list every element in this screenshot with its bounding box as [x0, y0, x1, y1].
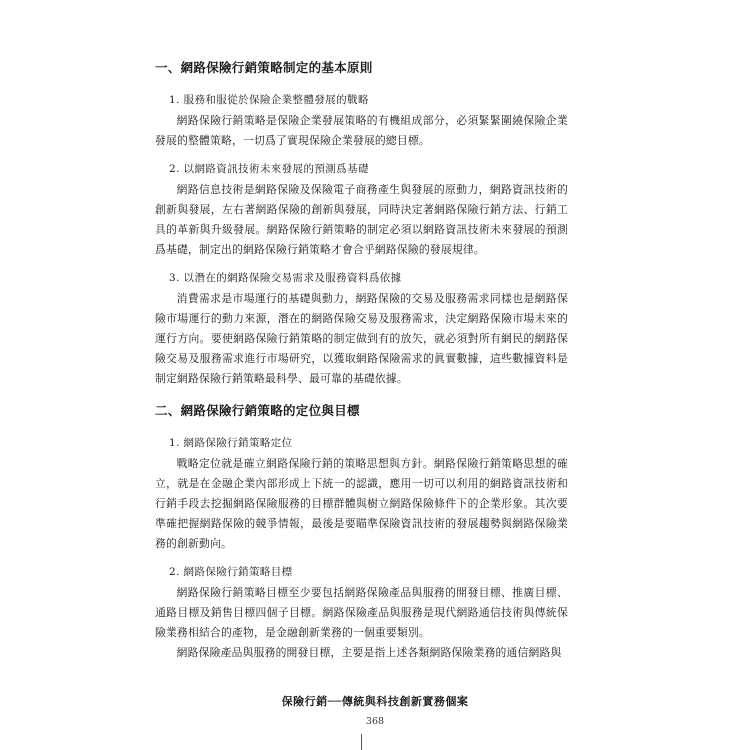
paragraph-1-1: 網路保險行銷策略是保險企業發展策略的有機組成部分，必須緊緊圍繞保險企業發展的整體策略，一切爲了實現保險企業發展的總目標。 [155, 114, 568, 147]
paragraph-2-2a: 網路保險行銷策略目標至少要包括網路保險產品與服務的開發目標、推廣目標、通路目標及銷售目標四個子目標。網路保險產品與服務是現代網路通信技術與傳統保險業務相結合的產物，是金融創新業務的一個重要類別。 [155, 586, 568, 639]
page-number: 368 [365, 716, 385, 727]
paragraph-2-1: 戰略定位就是確立網路保險行銷的策略思想與方針。網路保險行銷策略思想的確立，就是在金融企業內部形成上下統一的認識，應用一切可以利用的網路資訊技術和行銷手段去挖掘網路保險服務的目標群體與樹立網路保險條件下的企業形象。其次要準確把握網路保險的競爭情報，最後是要瞄準保險資訊技術的發展趨勢與網路保險業務的創新動向。 [155, 457, 568, 550]
paragraph-1-3: 消費需求是市場運行的基礎與動力，網路保險的交易及服務需求同樣也是網路保險市場運行的動力來源，潛在的網路保險交易及服務需求，決定網路保險市場未來的運行方向。要使網路保險行銷策略的制定做到有的放矢，就必須對所有網民的網路保險交易及服務需求進行市場研究，以獲取網路保險需求的眞實數據，這些數據資料是制定網路保險行銷策略最科學、最可靠的基礎依據。 [155, 292, 568, 385]
subheading-1-3: 3. 以潛在的網路保險交易需求及服務資料爲依據 [169, 272, 402, 284]
section-title-1: 一、網路保險行銷策略制定的基本原則 [155, 60, 373, 75]
subheading-2-2: 2. 網路保險行銷策略目標 [169, 566, 293, 578]
subheading-1-1: 1. 服務和服從於保險企業整體發展的戰略 [169, 94, 369, 106]
running-footer-title: 保險行銷──傳統與科技創新實務個案 [281, 695, 469, 708]
gutter-divider [361, 734, 362, 750]
subheading-1-2: 2. 以網路資訊技術未來發展的預測爲基礎 [169, 163, 369, 175]
subheading-2-1: 1. 網路保險行銷策略定位 [169, 437, 293, 449]
section-title-2: 二、網路保險行銷策略的定位與目標 [155, 403, 360, 418]
paragraph-2-2b: 網路保險產品與服務的開發目標，主要是指上述各類網路保險業務的通信網路與 [176, 646, 562, 659]
page-body [155, 48, 568, 663]
paragraph-1-2: 網路信息技術是網路保險及保險電子商務產生與發展的原動力，網路資訊技術的創新與發展，左右著網路保險的創新與發展，同時決定著網路保險行銷方法、行銷工具的革新與升級發展。網路保險行銷策略的制定必須以網路資訊技術未來發展的預測爲基礎，制定出的網路保險行銷策略才會合乎網路保險的發展規律。 [155, 183, 568, 256]
